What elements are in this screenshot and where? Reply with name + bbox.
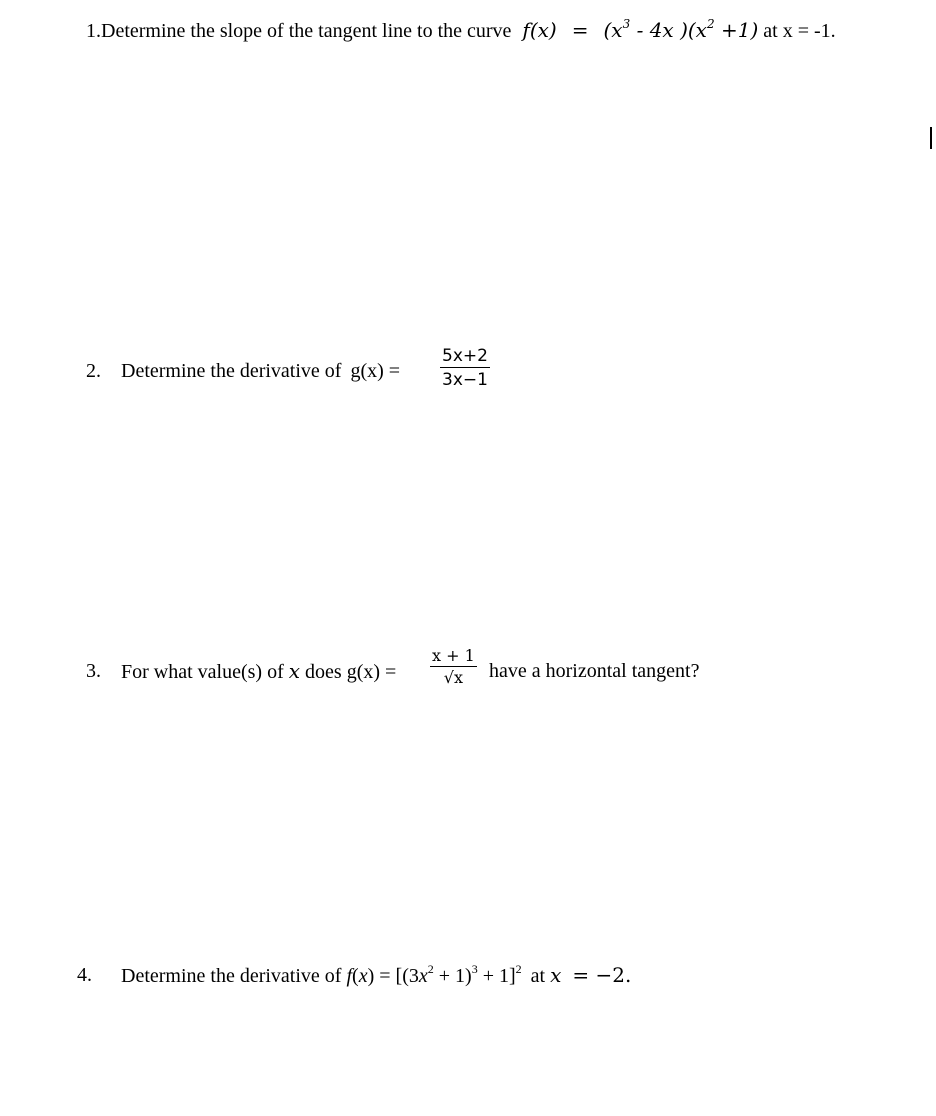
question-2-fraction [440,345,490,392]
question-4-function: $f(x) = [(3x^2 + 1)^3 + 1]^2$ [346,962,522,987]
question-4-x: x [550,963,562,987]
question-2-denominator: 3x−1 [442,370,488,391]
text-cursor [930,127,932,149]
question-4-text: Determine the derivative of $f(x) = [(3x^2 + 1)^3 + 1]^2$ at x = −2. [121,962,632,987]
question-3-tail: have a horizontal tangent? [489,660,700,682]
question-1-function-name: f(x) [522,18,557,42]
question-4-value: = −2. [572,963,632,987]
question-2-function: g(x) = [350,360,401,382]
question-3-function: g(x) = [346,661,397,683]
question-2-numerator: 5x+2 [442,346,488,366]
question-3-x: x [288,659,301,683]
question-1-factor-1: ($x^3 - 4x$ ) [603,17,688,42]
question-3-numerator: x + 1 [432,646,475,665]
question-2-number: 2. [86,360,101,382]
question-4-at: at [530,965,546,987]
question-3-text: For what value(s) of x does g(x) = [121,659,397,683]
question-1-equals: = [571,18,589,42]
question-3-fraction [430,646,477,689]
question-1-tail: at x = -1. [763,20,836,42]
question-1-factor-2: $(x^2 +1)$ [687,17,759,42]
question-1 [86,18,836,43]
question-3-number: 3. [86,660,101,682]
question-4-number: 4. [77,964,92,986]
question-3-denominator: √x [443,668,463,688]
question-1-label: 1.Determine the slope of the tangent line to the curve [86,20,512,42]
question-2-text: Determine the derivative of g(x) = [121,360,401,382]
